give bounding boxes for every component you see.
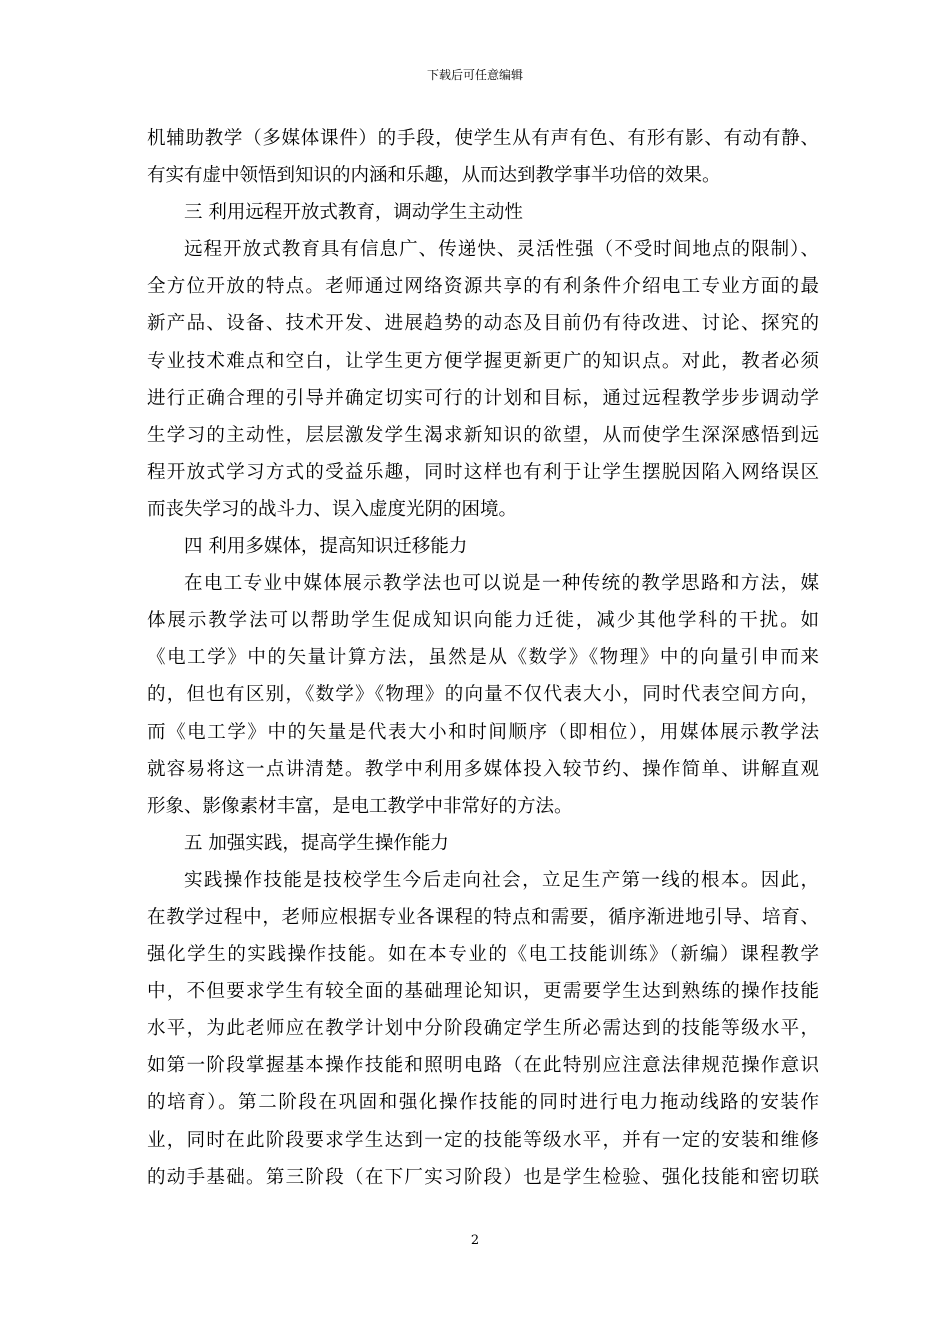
section-heading: 三 利用远程开放式教育，调动学生主动性 xyxy=(184,202,523,224)
text-line: 而《电工学》中的矢量是代表大小和时间顺序（即相位），用媒体展示教学法 xyxy=(147,721,819,743)
section-heading: 四 利用多媒体，提高知识迁移能力 xyxy=(184,536,468,558)
text-line: 实践操作技能是技校学生今后走向社会，立足生产第一线的根本。因此， xyxy=(184,869,819,891)
text-line: 专业技术难点和空白，让学生更方便学握更新更广的知识点。对此，教者必须 xyxy=(147,350,819,372)
text-line: 生学习的主动性，层层激发学生渴求新知识的欲望，从而使学生深深感悟到远 xyxy=(147,424,819,446)
body-text xyxy=(147,120,819,1196)
text-line: 新产品、设备、技术开发、进展趋势的动态及目前仍有待改进、讨论、探究的 xyxy=(147,313,819,335)
text-line: 在电工专业中媒体展示教学法也可以说是一种传统的教学思路和方法，媒 xyxy=(184,573,819,595)
text-line: 业，同时在此阶段要求学生达到一定的技能等级水平，并有一定的安装和维修 xyxy=(147,1129,819,1151)
page-header: 下载后可任意编辑 xyxy=(426,68,523,82)
text-line: 进行正确合理的引导并确定切实可行的计划和目标，通过远程教学步步调动学 xyxy=(147,387,819,409)
text-line: 的培育）。第二阶段在巩固和强化操作技能的同时进行电力拖动线路的安装作 xyxy=(147,1092,819,1114)
text-line: 远程开放式教育具有信息广、传递快、灵活性强（不受时间地点的限制）、 xyxy=(184,239,819,261)
text-line: 体展示教学法可以帮助学生促成知识向能力迁徙，减少其他学科的干扰。如 xyxy=(147,610,819,632)
text-line: 程开放式学习方式的受益乐趣，同时这样也有利于让学生摆脱因陷入网络误区 xyxy=(147,461,819,483)
text-line: 就容易将这一点讲清楚。教学中利用多媒体投入较节约、操作简单、讲解直观 xyxy=(147,758,819,780)
section-heading: 五 加强实践，提高学生操作能力 xyxy=(184,832,449,854)
text-line: 强化学生的实践操作技能。如在本专业的《电工技能训练》（新编）课程教学 xyxy=(147,944,819,966)
text-line: 水平，为此老师应在教学计划中分阶段确定学生所必需达到的技能等级水平， xyxy=(147,1018,819,1040)
text-line: 而丧失学习的战斗力、误入虚度光阴的困境。 xyxy=(147,498,518,520)
text-line: 的动手基础。第三阶段（在下厂实习阶段）也是学生检验、强化技能和密切联 xyxy=(147,1166,819,1188)
text-line: 机辅助教学（多媒体课件）的手段，使学生从有声有色、有形有影、有动有静、 xyxy=(147,128,819,149)
text-line: 中，不但要求学生有较全面的基础理论知识，更需要学生达到熟练的操作技能 xyxy=(147,981,819,1003)
text-line: 有实有虚中领悟到知识的内涵和乐趣，从而达到教学事半功倍的效果。 xyxy=(147,165,721,187)
text-line: 形象、影像素材丰富，是电工教学中非常好的方法。 xyxy=(147,795,573,817)
text-line: 在教学过程中，老师应根据专业各课程的特点和需要，循序渐进地引导、培育、 xyxy=(147,906,819,928)
page-number: 2 xyxy=(470,1233,480,1248)
text-line: 《电工学》中的矢量计算方法，虽然是从《数学》《物理》中的向量引申而来 xyxy=(147,647,819,669)
text-line: 的，但也有区别，《数学》《物理》的向量不仅代表大小，同时代表空间方向， xyxy=(147,684,819,706)
text-line: 如第一阶段掌握基本操作技能和照明电路（在此特别应注意法律规范操作意识 xyxy=(147,1055,819,1077)
text-line: 全方位开放的特点。老师通过网络资源共享的有利条件介绍电工专业方面的最 xyxy=(147,276,819,298)
